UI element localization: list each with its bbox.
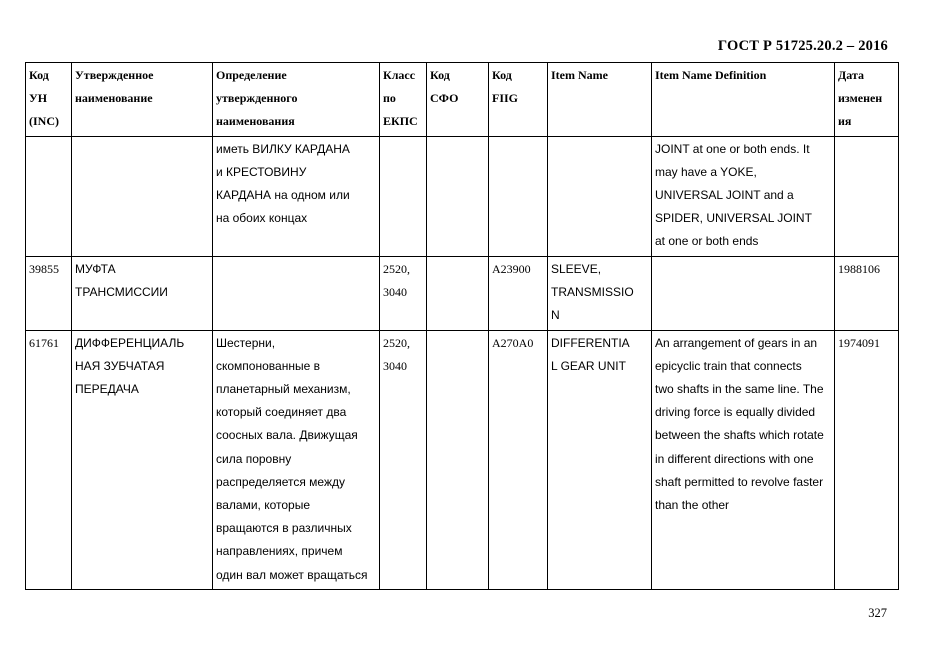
cell-sfo: [427, 136, 489, 256]
column-header-date: Дата изменен ия: [835, 63, 899, 137]
column-header-class: Класс по ЕКПС: [380, 63, 427, 137]
document-header: ГОСТ Р 51725.20.2 – 2016: [717, 38, 888, 54]
column-header-fiig: Код FIIG: [489, 63, 548, 137]
column-header-definition: Определение утвержденного наименования: [213, 63, 380, 137]
cell-item-definition: [652, 256, 835, 330]
cell-date: [835, 136, 899, 256]
nomenclature-table: [25, 62, 899, 590]
column-header-inc: Код УН (INC): [26, 63, 72, 137]
cell-class: 2520, 3040: [380, 256, 427, 330]
cell-fiig: [489, 136, 548, 256]
cell-definition: Шестерни, скомпонованные в планетарный механизм, который соединяет два соосных вала. Движущая сила поровну распределяется между валами, которые вращаются в различных направлениях, причем один вал может вращаться: [213, 330, 380, 589]
cell-approved-name: МУФТА ТРАНСМИССИИ: [72, 256, 213, 330]
cell-fiig: A270A0: [489, 330, 548, 589]
cell-date: 1974091: [835, 330, 899, 589]
column-header-item-name: Item Name: [548, 63, 652, 137]
table-row: [26, 330, 899, 589]
cell-inc: [26, 136, 72, 256]
table-row: [26, 256, 899, 330]
cell-item-definition: JOINT at one or both ends. It may have a YOKE, UNIVERSAL JOINT and a SPIDER, UNIVERSAL JOINT at one or both ends: [652, 136, 835, 256]
cell-approved-name: ДИФФЕРЕНЦИАЛЬ НАЯ ЗУБЧАТАЯ ПЕРЕДАЧА: [72, 330, 213, 589]
table-row: [26, 136, 899, 256]
cell-inc: 61761: [26, 330, 72, 589]
column-header-approved-name: Утвержденное наименование: [72, 63, 213, 137]
table-header-row: [26, 63, 899, 137]
column-header-sfo: Код СФО: [427, 63, 489, 137]
cell-item-definition: An arrangement of gears in an epicyclic train that connects two shafts in the same line. The driving force is equally divided between the shafts which rotate in different directions with one shaft permitted to revolve faster than the other: [652, 330, 835, 589]
cell-date: 1988106: [835, 256, 899, 330]
cell-item-name: [548, 136, 652, 256]
cell-class: [380, 136, 427, 256]
page-number: 327: [868, 606, 887, 620]
cell-sfo: [427, 330, 489, 589]
cell-sfo: [427, 256, 489, 330]
cell-item-name: SLEEVE, TRANSMISSIO N: [548, 256, 652, 330]
cell-inc: 39855: [26, 256, 72, 330]
cell-item-name: DIFFERENTIA L GEAR UNIT: [548, 330, 652, 589]
cell-class: 2520, 3040: [380, 330, 427, 589]
cell-approved-name: [72, 136, 213, 256]
cell-definition: иметь ВИЛКУ КАРДАНА и КРЕСТОВИНУ КАРДАНА на одном или на обоих концах: [213, 136, 380, 256]
column-header-item-definition: Item Name Definition: [652, 63, 835, 137]
cell-definition: [213, 256, 380, 330]
cell-fiig: A23900: [489, 256, 548, 330]
